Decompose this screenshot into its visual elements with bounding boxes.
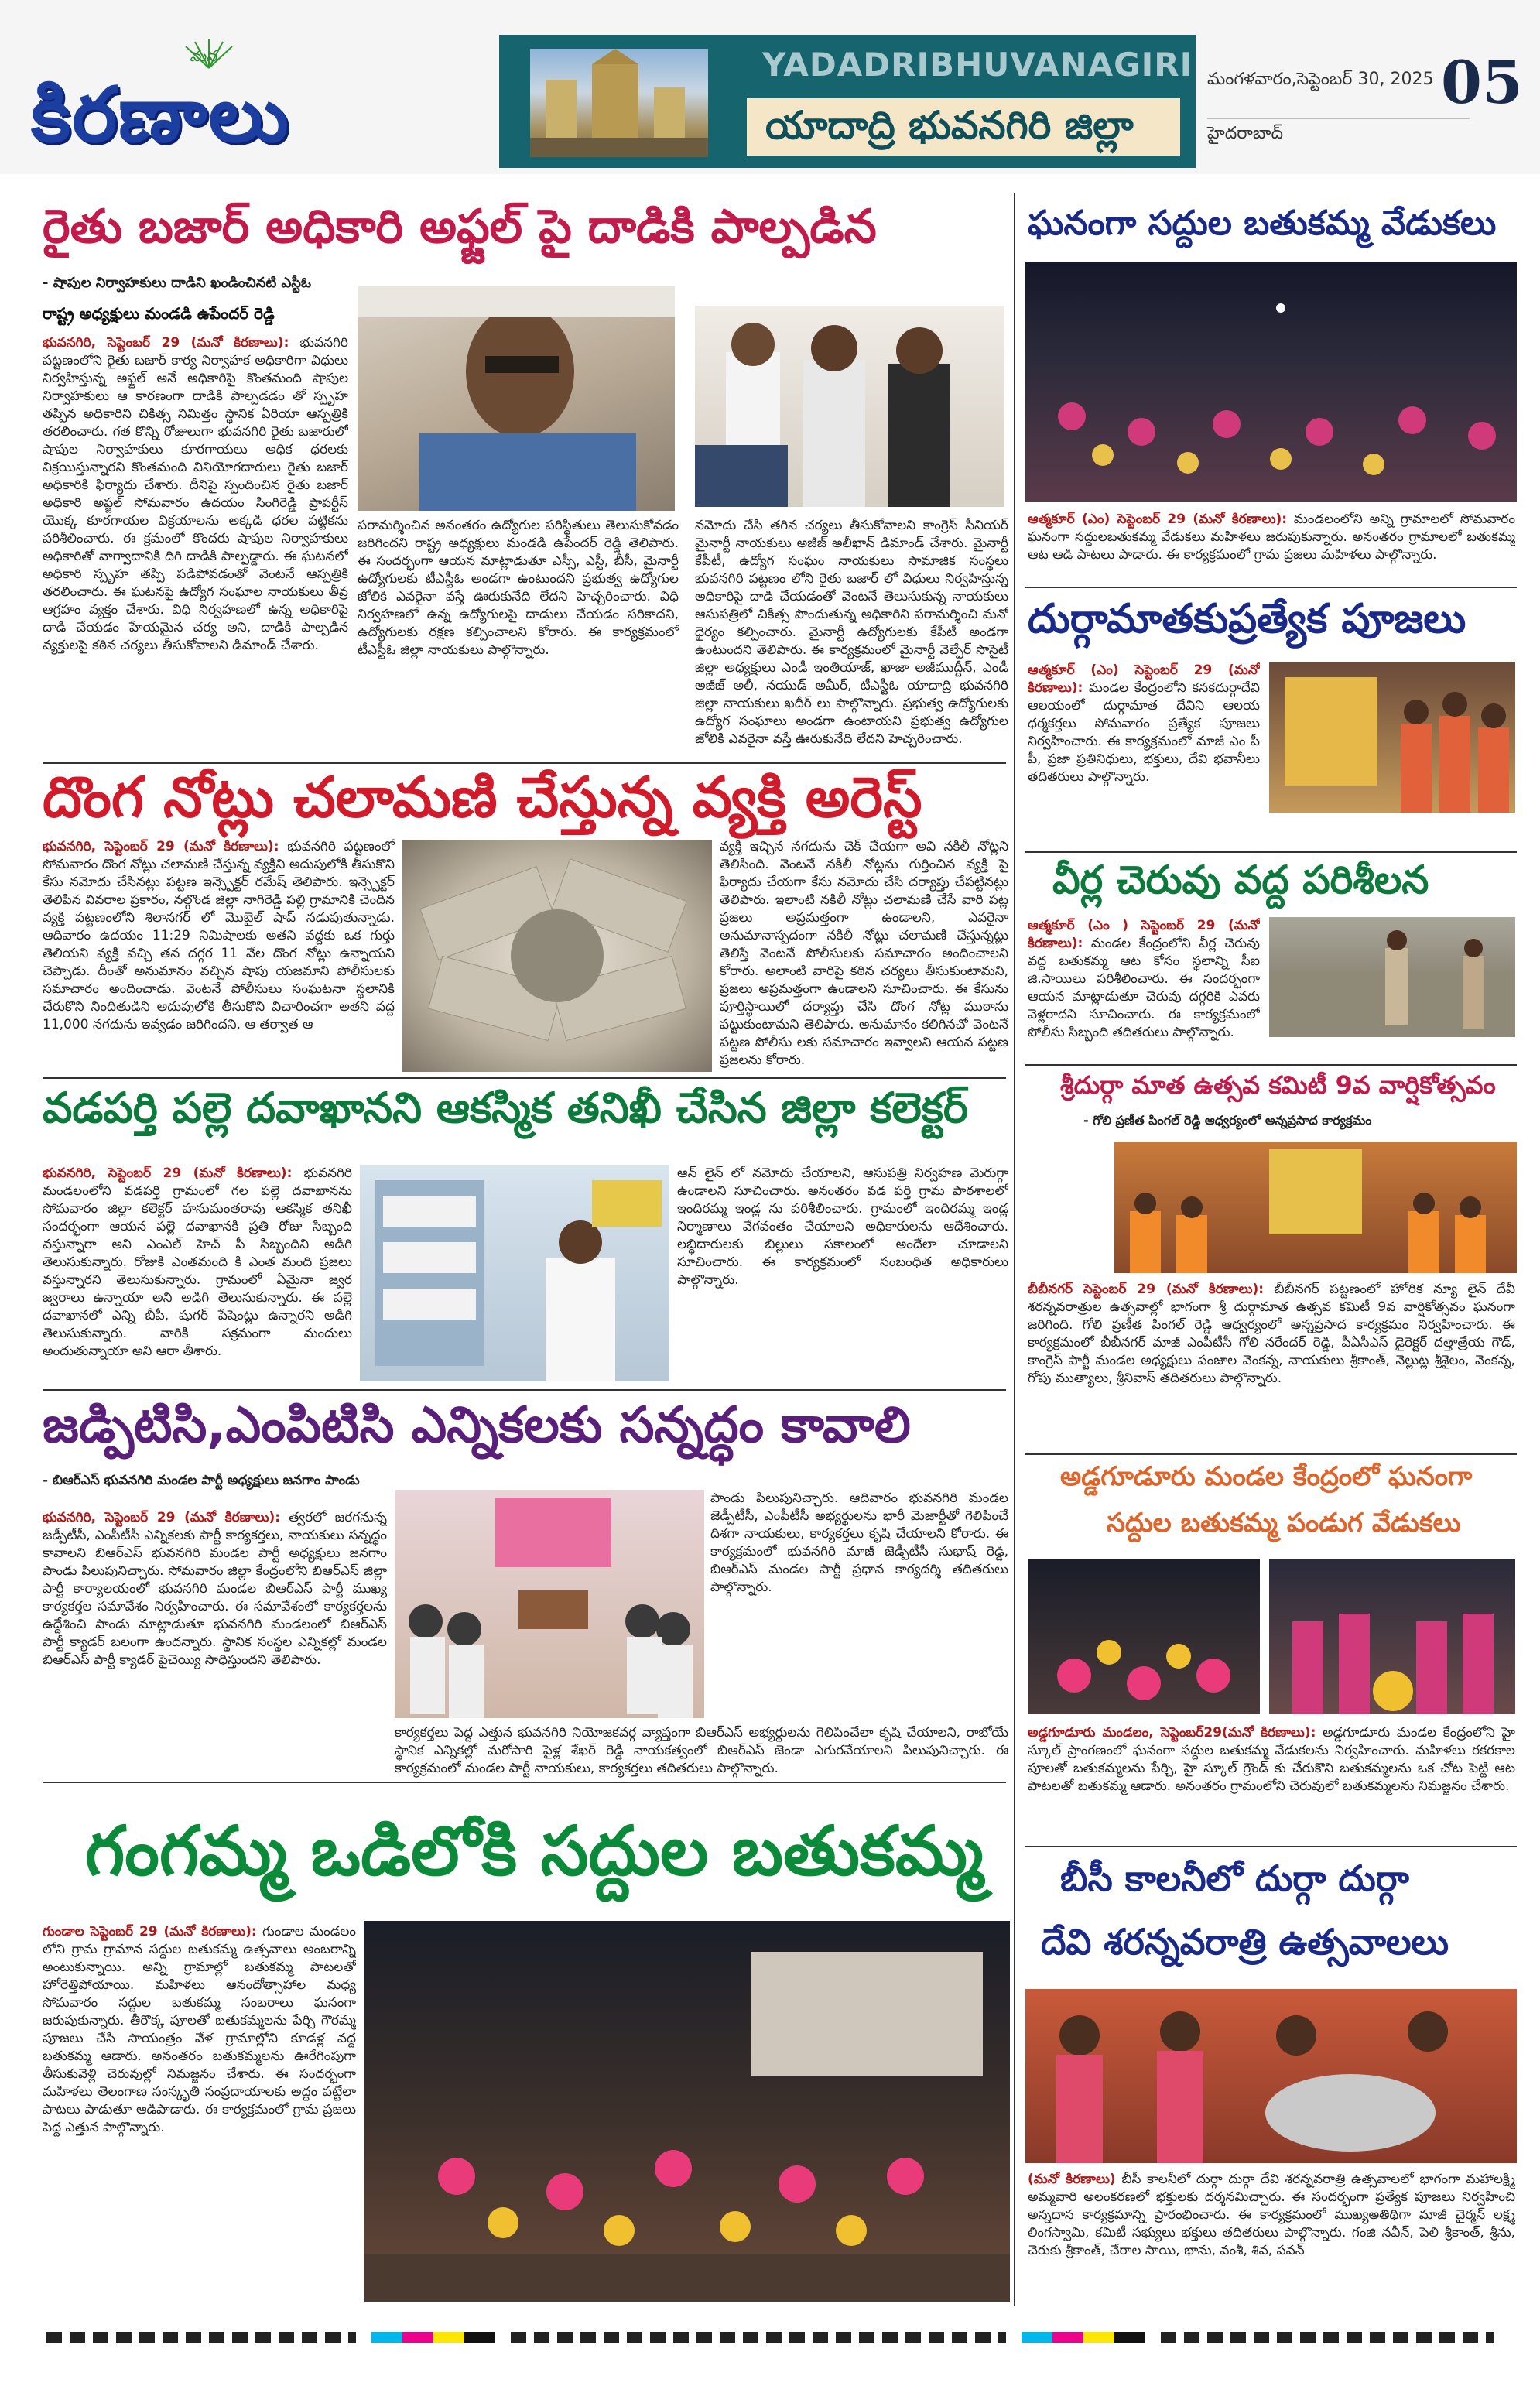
addaguduru-body — [1028, 1724, 1515, 1840]
notes-byline: భువనగిరి, సెప్టెంబర్ 29 (మనో కిరణాలు): — [43, 839, 279, 854]
addaguduru-batukamma-photo-1 — [1028, 1559, 1260, 1714]
bc-colony-byline: (మనో కిరణాలు) — [1028, 2172, 1116, 2187]
district-landmark-photo — [530, 49, 708, 157]
addaguduru-batukamma-photo-2 — [1269, 1559, 1515, 1714]
addaguduru-byline: అడ్డగూడూరు మండలం, సెప్టెంబర్29(మనో కిరణాలు): — [1028, 1725, 1316, 1741]
rythu-body-col1 — [43, 334, 348, 760]
article-divider — [1025, 1453, 1517, 1455]
newspaper-logo — [23, 46, 426, 163]
injured-officer-photo — [358, 286, 675, 511]
durga-body — [1028, 662, 1260, 844]
elections-subhead: - బిఆర్ఎస్ భువనగిరి మండల పార్టీ అధ్యక్షులు జనగాం పాండు — [43, 1473, 360, 1488]
leaders-visit-photo — [695, 306, 1004, 507]
edition-city: హైదరాబాద్ — [1207, 118, 1470, 147]
anniversary-subhead: - గోలి ప్రణీత పింగల్ రెడ్డి ఆధ్వర్యంలో అన్నప్రసాద కార్యక్రమం — [1083, 1113, 1372, 1128]
anniversary-body — [1028, 1281, 1515, 1447]
hospital-inspection-headline: వడపర్తి పల్లె దవాఖానని ఆకస్మిక తనిఖీ చేసిన జిల్లా కలెక్టర్ — [43, 1083, 968, 1132]
notes-text-1: భువనగిరి పట్టణంలో సోమవారం దొంగ నోట్లు చలామణి చేస్తున్న వ్యక్తిని అదుపులోకి తీసుకొని కేసు నమోదు చేసినట్లు పట్టణ ఇన్స్పెక్టర్ రమేష్ తెలిపారు. ఇన్స్పెక్టర్ తెలిపిన వివరాల ప్రకారం, నల్గొండ జిల్లా నాగిరెడ్డి పల్లి గ్రామానికి చెందిన వ్యక్తి పట్టణంలోని శిలానగర్ లో మొబైల్ షాప్ నడుపుతున్నాడు. ఆదివారం ఉదయం 11:29 నిమిషాలకు అతని వద్దకు ఒక గుర్తు తెలియని వ్యక్తి వచ్చి తన దగ్గర 11 వేల దొంగ నోట్లు ఉన్నాయని చెప్పాడు. దీంతో అనుమానం వచ్చిన షాపు యజమాని పోలీసులకు సమాచారం అందించాడు. వెంటనే పోలీసులు సంఘటనా స్థలానికి చేరుకొని నిందితుడిని అదుపులోకి తీసుకొని విచారించగా అతని వద్ద 11,000 నగదును ఇవ్వడం జరిగిందని, ఆ తర్వాత ఆ — [43, 839, 395, 1032]
elections-body-col1 — [43, 1509, 387, 1765]
batukamma-body — [1028, 511, 1515, 580]
veerla-body — [1028, 917, 1260, 1060]
article-divider — [1025, 587, 1517, 588]
hospital-text-1: భువనగిరి మండలంలోని వడపర్తి గ్రామంలో గల పల్లె దవాఖానను సోమవారం జిల్లా కలెక్టర్ హనుమంతరావు ఆకస్మిక తనిఖీ సందర్భంగా ఆయన పల్లె దవాఖానకి ప్రతి రోజు సిబ్బంది వస్తున్నారా అని ఎంఎల్ హెచ్ పీ సిబ్బందిని అడిగి తెలుసుకున్నారు. రోజుకి ఎంతమంది కి ఎంత మంది ప్రజలు వస్తున్నారని తెలుసుకున్నారు. గ్రామంలో ఏమైనా జ్వర జ్వరాలు ఉన్నాయా అని అడిగి తెలుసుకున్నారు. ఈ పల్లె దవాఖానలో ఎన్ని బీపీ, షుగర్ పేషెంట్లు ఉన్నారని అడిగి తెలుసుకున్నారు. వారికి సక్రమంగా మందులు అందుతున్నాయా అని ఆరా తీశారు. — [43, 1166, 352, 1359]
hospital-body-col2: ఆన్ లైన్ లో నమోదు చేయాలని, ఆసుపత్రి నిర్వహణ మెరుగ్గా ఉండాలని సూచించారు. అనంతరం వడ పర్తి గ్రామ పాఠశాలలో ఇందిరమ్మ ఇండ్ల ను పరిశీలించారు. గ్రామంలో ఇందిరమ్మ ఇండ్ల నిర్మాణాలు వేగవంతం చేయాలని అధికారులను ఆదేశించారు. లబ్ధిదారులకు బిల్లులు సకాలంలో అందేలా చూడాలని సూచించారు. ఈ కార్యక్రమంలో సంబంధిత అధికారులు పాల్గొన్నారు. — [677, 1166, 1008, 1288]
gangamma-headline: గంగమ్మ ఒడిలోకి సద్దుల బతుకమ్మ — [85, 1811, 984, 1891]
logo-tagline: మన — [190, 46, 217, 65]
notes-body-col2: వ్యక్తి ఇచ్చిన నగదును చెక్ చేయగా అవి నకిలీ నోట్లని తెలిసింది. వెంటనే నకిలీ నోట్లను గుర్తించిన వ్యక్తి పై ఫిర్యాదు చేయగా కేసు నమోదు చేసి దర్యాప్తు చేపట్టినట్లు తెలిపారు. ఇలాంటి నకిలీ నోట్లు చలామణి చేసే వారి పట్ల ప్రజలు అప్రమత్తంగా ఉండాలని, ఎవరైనా అనుమానాస్పదంగా నకిలీ నోట్లు చలామణి చేస్తున్నట్లు తెలిస్తే వెంటనే పోలీసులకు సమాచారం అందించాలని కోరారు. అలాంటి వారిపై కఠిన చర్యలు తీసుకుంటామని, ప్రజలు అప్రమత్తంగా ఉండాలని సూచించారు. ఈ కేసును పూర్తిస్థాయిలో దర్యాప్తు చేసి దొంగ నోట్ల ముఠాను పట్టుకుంటామని తెలిపారు. అనుమానం కలిగినచో వెంటనే పట్టణ పోలీసు లకు సమాచారం ఇవ్వాలని ఆయన పట్టణ ప్రజలను కోరారు. — [720, 839, 1008, 1068]
fake-currency-notes-photo — [402, 840, 712, 1072]
gangamma-body — [43, 1923, 356, 2302]
temple-puja-photo — [1269, 662, 1515, 813]
bathukamma-immersion-photo — [364, 1921, 1010, 2302]
print-registration-strip — [0, 2330, 1540, 2345]
issue-date: మంగళవారం,సెప్టెంబర్ 30, 2025 — [1207, 70, 1434, 89]
party-meeting-photo — [395, 1490, 704, 1718]
elections-body-col3: కార్యకర్తలు పెద్ద ఎత్తున భువనగిరి నియోజకవర్గ వ్యాప్తంగా బిఆర్ఎస్ అభ్యర్థులను గెలిపించేలా కృషి చేయాలని, రాబోయే స్థానిక ఎన్నికల్లో మరోసారి పైళ్ల శేఖర్ రెడ్డి నాయకత్వంలో బిఆర్ఎస్ జెండా ఎగురవేయాలని పిలుపునిచ్చారు. ఈ కార్యక్రమంలో మండల పార్టీ నాయకులు, కార్యకర్తలు తదితరులు పాల్గొన్నారు. — [395, 1725, 1008, 1776]
rythu-text-1: భువనగిరి పట్టణంలోని రైతు బజార్ కార్య నిర్వాహక అధికారిగా విధులు నిర్వహిస్తున్న అఫ్జల్ అనే అధికారిపై కొంతమంది షాపుల నిర్వాహకులు ఆ కారణంగా దాడికి పాల్పడడం తో స్పృహ తప్పిన అధికారిని చికిత్స నిమిత్తం స్థానిక ఏరియా ఆస్పత్రికి తరలించారు. గత కొన్ని రోజులుగా భువనగిరి రైతు బజారులో షాపుల నిర్వాహకులు కూరగాయలు అధిక ధరలకు విక్రయిస్తున్నారని కొంతమంది వినియోగదారులు రైతు బజార్ అధికారికి ఫిర్యాదు చేశారు. దీనిపై స్పందించిన రైతు బజార్ అధికారి అఫ్జల్ సోమవారం ఉదయం సింగిరెడ్డి ప్రాపర్టీస్ యొక్క కూరగాయల విక్రయాలను అక్కడి ధరల పట్టికను పరిశీలించారు. ఈ క్రమంలో కొందరు షాపుల నిర్వాహకులు అధికారితో వాగ్వాదానికి దిగి దాడికి పాల్పడ్డారు. ఈ ఘటనలో అధికారి స్పృహ తప్పి పడిపోవడంతో వెంటనే ఆస్పత్రికి తరలించారు. ఈ ఘటనపై ఉద్యోగ సంఘాల నాయకులు తీవ్ర ఆగ్రహం వ్యక్తం చేశారు. విధి నిర్వహణలో ఉన్న అధికారిపై దాడి చేయడం హేయమైన చర్య అని, దాడికి పాల్పడిన వ్యక్తులపై కఠిన చర్యలు తీసుకోవాలని డిమాండ్ చేశారు. — [43, 335, 348, 653]
fake-notes-headline: దొంగ నోట్లు చలామణి చేస్తున్న వ్యక్తి అరెస్ట్ — [43, 765, 922, 830]
article-divider — [43, 762, 1006, 764]
addaguduru-text: అడ్డగూడూరు మండల కేంద్రంలోని హై స్కూల్ ప్రాంగణంలో ఘనంగా సద్దుల బతుకమ్మ వేడుకలను నిర్వహించారు. మహిళలు రకరకాల పూలతో బతుకమ్మలను పేర్చి, హై స్కూల్ గ్రౌండ్ కు చేరుకొని బతుకమ్మలను ఒక చోట పెట్టి ఆట పాటలతో బతుకమ్మ ఆడారు. అనంతరం గ్రామంలోని చెరువులో బతుకమ్మలను నిమజ్జనం చేశారు. — [1028, 1725, 1515, 1794]
article-divider — [1025, 1846, 1517, 1847]
durga-puja-headline: దుర్గామాతకుప్రత్యేక పూజలు — [1028, 596, 1466, 642]
lake-inspection-photo — [1269, 917, 1515, 1037]
anniversary-byline: బీబీనగర్ సెప్టెంబర్ 29 (మనో కిరణాలు): — [1028, 1282, 1265, 1297]
elections-body-col2: పాండు పిలుపునిచ్చారు. ఆదివారం భువనగిరి మండల జెడ్పీటీసీ, ఎంపీటీసీ అభ్యర్థులను భారీ మెజార్టీతో గెలిపించే దిశగా నాయకులు, కార్యకర్తలు కృషి చేయాలని కోరారు. ఈ కార్యక్రమంలో భువనగిరి మాజీ జెడ్పీటీసీ సుభాష్ రెడ్డి, బిఆర్ఎస్ మండల పార్టీ ప్రధాన కార్యదర్శి తదితరులు పాల్గొన్నారు. — [710, 1491, 1008, 1595]
bc-colony-annadanam-photo — [1025, 1989, 1517, 2163]
batukamma-text: మండలంలోని అన్ని గ్రామాలలో సోమవారం ఘనంగా సద్దులబతుకమ్మ వేడుకలు మహిళలు జరుపుకున్నారు. అనంతరం గ్రామాలలో బతుకమ్మ ఆట ఆడి పాటలు పాడారు. ఈ కార్యక్రమంలో గ్రామ ప్రజలు మహిళలు పాల్గొన్నారు. — [1028, 512, 1515, 563]
article-divider — [1025, 851, 1517, 853]
rythu-body-col2: పరామర్శించిన అనంతరం ఉద్యోగుల పరిస్థితులు తెలుసుకోవడం జరిగిందని రాష్ట్ర అధ్యక్షులు మండడి ఉపేందర్ రెడ్డి తెలిపారు. ఈ సందర్భంగా ఆయన మాట్లాడుతూ ఎస్సీ, ఎస్టీ, బీసీ, మైనార్టీ ఉద్యోగులకు టీఎస్టీఓ అండగా ఉంటుందని ప్రభుత్వ ఉద్యోగుల జోలికి ఎవరైనా వస్తే ఊరుకునేది లేదని హెచ్చరించారు. విధి నిర్వహణలో ఉన్న ఉద్యోగులపై దాడులు చేయడం సరికాదని, ఉద్యోగులకు రక్షణ కల్పించాలని కోరారు. ఈ కార్యక్రమంలో టీఎస్టీఓ జిల్లా నాయకులు పాల్గొన్నారు. — [358, 518, 679, 658]
district-banner — [499, 35, 1196, 168]
elections-headline: జడ్పిటిసి,ఎంపిటిసి ఎన్నికలకు సన్నద్ధం కావాలి — [43, 1397, 911, 1454]
district-name-english: YADADRIBHUVANAGIRI — [762, 46, 1193, 84]
gangamma-text: గుండాల మండలం లోని గ్రామ గ్రామాన సద్దుల బతుకమ్మ ఉత్సవాలు అంబరాన్ని అంటుకున్నాయి. అన్ని గ్రామాల్లో బతుకమ్మ పాటలతో హోరెత్తిపోయాయి. మహిళలు ఆనందోత్సాహాల మధ్య సోమవారం సద్దుల బతుకమ్మ సంబరాలు ఘనంగా జరుపుకున్నారు. తీరొక్క పూలతో బతుకమ్మలను పేర్చి గౌరమ్మ పూజలు చేసి సాయంత్రం వేళ గ్రామాల్లోని కూడళ్ల వద్ద బతుకమ్మ ఆడారు. అనంతరం బతుకమ్మలను ఊరేగింపుగా తీసుకువెళ్లి చెరువుల్లో నిమజ్జనం చేశారు. ఈ సందర్భంగా మహిళలు తెలంగాణ సంస్కృతి సంప్రదాయాలకు అద్దం పట్టేలా పాటలు పాడుతూ ఆడిపాడారు. ఈ కార్యక్రమంలో గ్రామ ప్రజలు పెద్ద ఎత్తున పాల్గొన్నారు. — [43, 1924, 356, 2135]
batukamma-celebrations-headline: ఘనంగా సద్దుల బతుకమ్మ వేడుకలు — [1028, 204, 1497, 243]
hospital-body-col1 — [43, 1165, 352, 1381]
bc-colony-headline-line1: బీసీ కాలనీలో దుర్గా దుర్గా — [1060, 1857, 1409, 1899]
page-number: 05 — [1441, 48, 1523, 117]
bc-colony-headline-line2: దేవి శరన్నవరాత్రి ఉత్సవాలలు — [1041, 1921, 1449, 1963]
article-divider — [1025, 1064, 1517, 1066]
rythu-bazar-headline: రైతు బజార్ అధికారి అఫ్జల్ పై దాడికి పాల్పడిన — [43, 200, 877, 254]
durga-byline: ఆత్మకూర్ (ఎం) సెప్టెంబర్ 29 (మనో కిరణాలు): — [1028, 662, 1260, 696]
rythu-subhead-2: రాష్ట్ర అధ్యక్షులు మండడి ఉపేందర్ రెడ్డి — [43, 304, 275, 323]
collector-inspection-photo — [360, 1165, 669, 1381]
gangamma-byline: గుండాల సెప్టెంబర్ 29 (మనో కిరణాలు): — [43, 1924, 257, 1939]
column-divider — [1014, 193, 1015, 2306]
rythu-body-col3: నమోదు చేసి తగిన చర్యలు తీసుకోవాలని కాంగ్రెస్ సీనియర్ మైనార్టీ నాయకులు అజీజ్ అలీఖాన్ డిమాండ్ చేశారు. మైనార్టీ కేపీటీ, ఉద్యోగ సంఘం నాయకులు సామాజిక సంస్థలు భువనగిరి పట్టణం లోని రైతు బజార్ లో విధులు నిర్వహిస్తున్న అధికారిపై దాడి చేయడంతో వెంటనే తెలుసుకున్న నాయకులు ఆసుపత్రిలో చికిత్స పొందుతున్న అధికారిని పరామర్శించి మనో ధైర్యం కల్పించారు. మైనార్టీ ఉద్యోగులకు కేపీటీ అండగా ఉంటుందని తెలిపారు. ఈ కార్యక్రమంలో మైనార్టీ వెల్ఫేర్ సొసైటీ జిల్లా అధ్యక్షులు ఎండీ ఇంతియాజ్, ఖాజా అజీముద్దీన్, ఎండీ అజీజ్ అలీ, నయుడ్ అమీర్, టీఎస్టీఓ యాదాద్రి భువనగిరి జిల్లా నాయకులు ఖదీర్ లు పాల్గొన్నారు. ప్రభుత్వ ఉద్యోగులకు ఉద్యోగ సంఘాలు అండగా ఉంటాయని ప్రభుత్వ ఉద్యోగుల జోలికి ఎవరైనా వస్తే ఊరుకునేది లేదని హెచ్చరించారు. — [695, 518, 1008, 747]
addaguduru-headline-line1: అడ్డగూడూరు మండల కేంద్రంలో ఘనంగా — [1060, 1461, 1473, 1492]
masthead — [0, 0, 1540, 174]
logo-wordmark: కిరణాలు — [31, 71, 290, 159]
article-divider — [43, 1782, 1006, 1783]
veerla-byline: ఆత్మకూర్ (ఎం ) సెప్టెంబర్ 29 (మనో కిరణాలు): — [1028, 918, 1260, 951]
district-name-box — [747, 98, 1180, 156]
district-name-telugu: యాదాద్రి భువనగిరి జిల్లా — [765, 103, 1134, 148]
article-divider — [43, 1077, 1006, 1079]
bc-colony-text: బీసీ కాలనీలో దుర్గా దుర్గా దేవి శరన్నవరాత్రి ఉత్సవాలలో భాగంగా మహాలక్ష్మి అమ్మవారి అలంకరణలో భక్తులకు దర్శనమిచ్చారు. ఈ సందర్భంగా ప్రత్యేక పూజలు నిర్వహించి అన్నదాన కార్యక్రమాన్ని ప్రారంభించారు. ఈ కార్యక్రమంలో ముఖ్యఅతిథిగా మాజీ చైర్మన్ లక్ష్మ లింగస్వామి, కమిటీ సభ్యులు భక్తులు తదితరులు పాల్గొన్నారు. గంజి నవీన్, పెలి శ్రీకాంత్, శ్రీను, చెరుకు శ్రీకాంత్, చేరాల సాయి, భాను, వంశీ, శివ, పవన్ — [1028, 2172, 1515, 2258]
batukamma-byline: ఆత్మకూర్ (ఎం) సెప్టెంబర్ 29 (మనో కిరణాలు): — [1028, 512, 1288, 527]
annaprasadam-photo — [1114, 1142, 1517, 1273]
hospital-byline: భువనగిరి, సెప్టెంబర్ 29 (మనో కిరణాలు): — [43, 1166, 293, 1181]
elections-text-1: త్వరలో జరగనున్న జడ్పీటీసీ, ఎంపీటీసీ ఎన్నికలకు పార్టీ కార్యకర్తలు, నాయకులు సన్నద్ధం కావాలని బిఆర్ఎస్ భువనగిరి మండల పార్టీ అధ్యక్షులు జనగాం పాండు పిలుపునిచ్చారు. సోమవారం జిల్లా కేంద్రంలోని బిఆర్ఎస్ జిల్లా పార్టీ కార్యాలయంలో భువనగిరి మండల బిఆర్ఎస్ పార్టీ ముఖ్య కార్యకర్తల సమావేశం నిర్వహించారు. ఈ సమావేశంలో కార్యకర్తలను ఉద్దేశించి పాండు మాట్లాడుతూ భువనగిరి మండలంలో బిఆర్ఎస్ పార్టీ క్యాడర్ బలంగా ఉందన్నారు. స్థానిక సంస్థల ఎన్నికల్లో మండల బిఆర్ఎస్ పార్టీ క్యాడర్ పైచెయ్యి సాధిస్తుందని తెలిపారు. — [43, 1510, 387, 1668]
article-divider — [43, 1389, 1006, 1391]
veerla-text: మండల కేంద్రంలోని వీర్ల చెరువు వద్ద బతుకమ్మ ఆట కోసం స్థలాన్ని సీఐ జి.సాయిలు పరిశీలించారు. ఈ సందర్భంగా ఆయన మాట్లాడుతూ చెరువు దగ్గరికి ఎవరు వెళ్లరాదని సూచించారు. ఈ కార్యక్రమంలో పోలీసు సిబ్బంది తదితరులు పాల్గొన్నారు. — [1028, 936, 1260, 1040]
elections-byline: భువనగిరి, సెప్టెంబర్ 29 (మనో కిరణాలు): — [43, 1510, 281, 1525]
durga-text: మండల కేంద్రంలోని కనకదుర్గాదేవి ఆలయంలో దుర్గామాత దేవిని ఆలయ ధర్మకర్తలు సోమవారం ప్రత్యేక పూజలు నిర్వహించారు. ఈ కార్యక్రమంలో మాజీ ఎం పీ పీ, ప్రజా ప్రతినిధులు, భక్తులు, దేవి భవానీలు తదితరులు పాల్గొన్నారు. — [1028, 680, 1260, 785]
rythu-subhead-1: - షాపుల నిర్వాహకులు దాడిని ఖండించినటి ఎస్టీఓ — [43, 275, 312, 291]
veerla-cheruvu-headline: వీర్ల చెరువు వద్ద పరిశీలన — [1052, 858, 1429, 902]
durga-anniversary-headline: శ్రీదుర్గా మాత ఉత్సవ కమిటీ 9వ వార్షికోత్సవం — [1060, 1070, 1496, 1100]
notes-body-col1 — [43, 838, 395, 1074]
anniversary-text: బీబీనగర్ పట్టణంలో హోరిక న్యూ లైన్ దేవీ శరన్నవరాత్రుల ఉత్సవాల్లో భాగంగా శ్రీ దుర్గామాత ఉత్సవ కమిటీ 9వ వార్షికోత్సవం ఘనంగా జరిగింది. గోలి ప్రణీత పింగల్ రెడ్డి ఆధ్వర్యంలో అన్నప్రసాద కార్యక్రమం నిర్వహించారు. ఈ కార్యక్రమంలో బీబీనగర్ మాజీ ఎంపీటీసీ గోలి నరేందర్ రెడ్డి, పీఏసీఎస్ డైరెక్టర్ దత్తాత్రేయ గౌడ్, కాంగ్రెస్ పార్టీ మండల అధ్యక్షులు పంజాల వెంకన్న, నాయకులు శ్రీకాంత్, నెల్లుట్ల శ్రీశైలం, వెంకన్న, గోపు ముత్యాలు, శ్రీనివాస్ తదితరులు పాల్గొన్నారు. — [1028, 1282, 1515, 1386]
addaguduru-headline-line2: సద్దుల బతుకమ్మ పండుగ వేడుకలు — [1107, 1508, 1461, 1539]
bc-colony-body — [1028, 2171, 1515, 2302]
rythu-byline: భువనగిరి, సెప్టెంబర్ 29 (మనో కిరణాలు): — [43, 335, 289, 351]
village-batukamma-photo — [1025, 262, 1517, 502]
